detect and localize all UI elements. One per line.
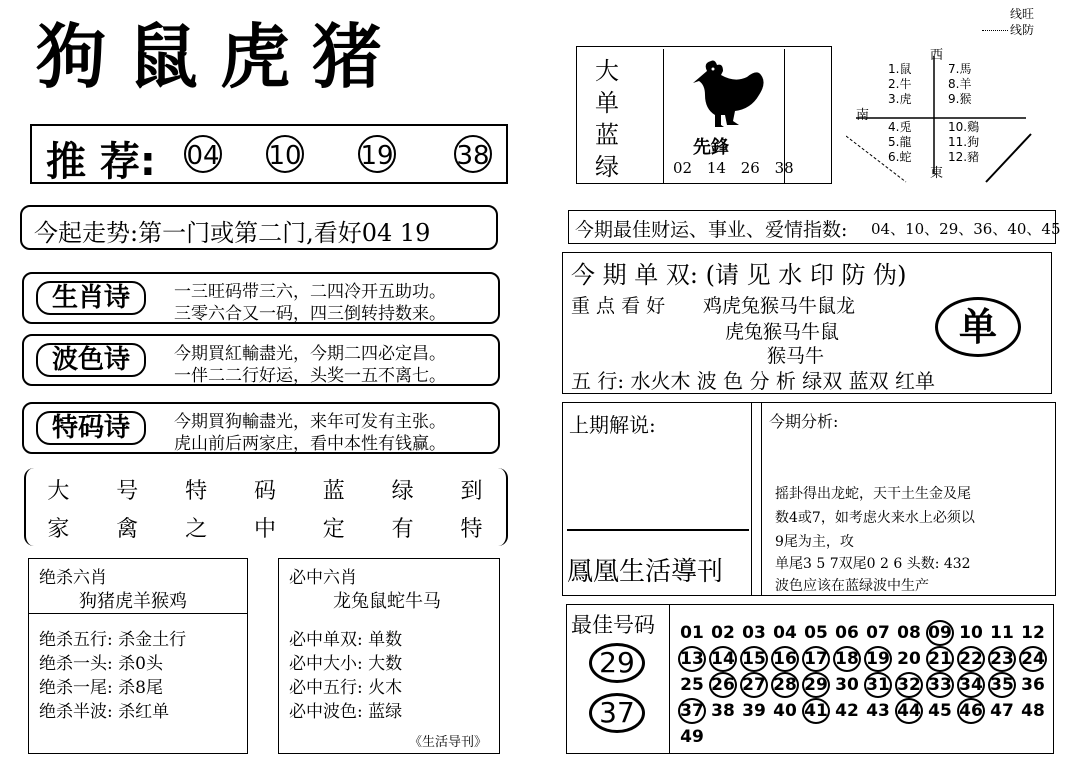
analysis-line: 单尾3 5 7双尾0 2 6 头数: 432	[775, 556, 971, 572]
compass-west: 西	[930, 48, 944, 63]
grid-number: 28	[771, 672, 799, 698]
kill-six-value: 狗猪虎羊猴鸡	[79, 591, 187, 612]
must-item: 必中单双: 单数	[289, 630, 403, 650]
single-double-box	[562, 252, 1052, 394]
zodiac-item: 3.虎	[888, 92, 912, 106]
grid-number: 27	[740, 672, 768, 698]
zodiac-item: 11.狗	[948, 135, 980, 149]
divider	[751, 403, 752, 595]
grid-number: 44	[895, 698, 923, 724]
divider	[669, 605, 670, 753]
sd-focus-label: 重 点 看 好	[571, 295, 666, 317]
banner-char: 蓝	[322, 479, 345, 504]
compass-left-top	[888, 62, 911, 107]
rooster-number: 02	[673, 159, 693, 177]
grid-number: 46	[957, 698, 985, 724]
grid-number: 49	[680, 727, 704, 747]
grid-number: 25	[680, 675, 704, 695]
legend-line	[982, 30, 1008, 31]
analysis-box	[562, 402, 1056, 596]
best-pick: 37	[589, 693, 645, 733]
legend-item: 线旺	[1010, 7, 1035, 21]
poem-label: 生肖诗	[36, 281, 146, 315]
grid-number: 33	[926, 672, 954, 698]
divider	[567, 529, 749, 531]
must-six-title: 必中六肖	[289, 568, 357, 588]
grid-number: 14	[709, 646, 737, 672]
recommend-number: 19	[358, 135, 396, 173]
grid-number: 23	[988, 646, 1016, 672]
kill-six-title: 绝杀六肖	[39, 568, 107, 588]
side-char: 单	[595, 89, 619, 117]
trend-text: 今起走势:第一门或第二门,看好04 19	[34, 219, 431, 247]
grid-number: 07	[866, 623, 890, 643]
zodiac-item: 9.猴	[948, 92, 972, 106]
poem-line: 虎山前后两家庄，看中本性有钱赢。	[174, 434, 446, 454]
grid-number: 43	[866, 701, 890, 721]
legend-item: 线防	[1010, 23, 1035, 37]
banner-char: 号	[116, 479, 139, 504]
recommend-box	[30, 124, 508, 184]
grid-number: 48	[1021, 701, 1045, 721]
banner-char: 大	[47, 479, 70, 504]
grid-number: 21	[926, 646, 954, 672]
side-char: 绿	[595, 153, 619, 181]
grid-number: 12	[1021, 623, 1045, 643]
compass-right-top	[948, 62, 971, 107]
zodiac-item: 4.兎	[888, 120, 912, 134]
grid-number: 01	[680, 623, 704, 643]
grid-number: 19	[864, 646, 892, 672]
grid-number: 39	[742, 701, 766, 721]
poem-line: 三零六合又一码，四三倒转持数来。	[174, 304, 446, 324]
grid-number: 45	[928, 701, 952, 721]
sd-line: 鸡虎兔猴马牛鼠龙	[703, 295, 856, 317]
poem-line: 今期買紅輸盡光，今期二四必定昌。	[174, 344, 446, 364]
zodiac-item: 12.豬	[948, 150, 980, 164]
zodiac-item: 7.馬	[948, 62, 972, 76]
poem-label: 特码诗	[36, 411, 146, 445]
poem-line: 今期買狗輸盡光，来年可发有主张。	[174, 412, 446, 432]
banner-char: 有	[391, 517, 414, 542]
must-item: 必中大小: 大数	[289, 654, 403, 674]
analysis-line: 波色应该在蓝绿波中生产	[775, 578, 929, 594]
best-pick: 29	[589, 643, 645, 683]
rooster-number: 26	[740, 159, 760, 177]
zodiac-item: 10.鷄	[948, 120, 980, 134]
grid-number: 13	[678, 646, 706, 672]
divider	[29, 613, 247, 614]
recommend-number: 10	[266, 135, 304, 173]
must-item: 必中波色: 蓝绿	[289, 702, 403, 722]
grid-number: 47	[990, 701, 1014, 721]
grid-number: 26	[709, 672, 737, 698]
zodiac-item: 6.蛇	[888, 150, 912, 164]
grid-number: 29	[802, 672, 830, 698]
zodiac-item: 1.鼠	[888, 62, 912, 76]
banner-char: 特	[185, 479, 208, 504]
banner-char: 禽	[116, 517, 139, 542]
last-label: 上期解说:	[569, 413, 656, 437]
sd-badge: 单	[935, 297, 1021, 357]
banner-char: 之	[185, 517, 208, 542]
side-char: 大	[595, 57, 619, 85]
grid-number: 24	[1019, 646, 1047, 672]
rooster-numbers	[673, 159, 794, 177]
grid-number: 31	[864, 672, 892, 698]
banner-row-2	[24, 512, 506, 543]
rooster-side-text	[595, 55, 619, 183]
zodiac-item: 5.龍	[888, 135, 912, 149]
kill-item: 绝杀半波: 杀红单	[39, 702, 170, 722]
grid-number: 05	[804, 623, 828, 643]
banner-char: 绿	[391, 479, 414, 504]
grid-number: 03	[742, 623, 766, 643]
rooster-number: 38	[774, 159, 794, 177]
index-values: 04、10、29、36、40、45	[871, 220, 1061, 238]
grid-number: 41	[802, 698, 830, 724]
divider	[761, 403, 762, 595]
rooster-box	[576, 46, 832, 184]
sd-line: 虎兔猴马牛鼠	[725, 321, 840, 343]
kill-panel	[28, 558, 248, 754]
must-six-value: 龙兔鼠蛇牛马	[333, 591, 441, 612]
rooster-number: 14	[706, 159, 726, 177]
compass-south: 南	[856, 108, 870, 123]
index-box	[568, 210, 1061, 244]
special-poem	[22, 402, 500, 454]
compass-right-bottom	[948, 120, 979, 165]
banner-char: 中	[253, 517, 276, 542]
this-label: 今期分析:	[769, 412, 839, 431]
grid-number: 34	[957, 672, 985, 698]
must-panel	[278, 558, 500, 754]
color-poem	[22, 334, 500, 386]
banner-char: 特	[460, 517, 483, 542]
rooster-caption: 先鋒	[693, 137, 729, 158]
grid-number: 38	[711, 701, 735, 721]
kill-item: 绝杀一头: 杀0头	[39, 654, 163, 674]
brand: 鳳凰生活導刊	[567, 557, 724, 587]
compass-lines	[846, 56, 1046, 186]
must-footer: 《生活导刊》	[409, 735, 488, 750]
zodiac-item: 2.牛	[888, 77, 912, 91]
banner-char: 到	[460, 479, 483, 504]
grid-number: 35	[988, 672, 1016, 698]
must-item: 必中五行: 火木	[289, 678, 403, 698]
analysis-line: 9尾为主，攻	[775, 534, 854, 550]
grid-number: 06	[835, 623, 859, 643]
compass-legend	[1010, 6, 1034, 38]
best-label: 最佳号码	[571, 613, 655, 637]
grid-number: 16	[771, 646, 799, 672]
banner-char: 码	[253, 479, 276, 504]
index-label: 今期最佳财运、事业、爱情指数:	[575, 219, 848, 241]
banner-char: 定	[322, 517, 345, 542]
grid-number: 02	[711, 623, 735, 643]
grid-number: 09	[926, 620, 954, 646]
kill-item: 绝杀五行: 杀金土行	[39, 630, 187, 650]
recommend-number: 38	[454, 135, 492, 173]
banner-char: 家	[47, 517, 70, 542]
kill-item: 绝杀一尾: 杀8尾	[39, 678, 163, 698]
banner-row-1	[24, 474, 506, 505]
zodiac-item: 8.羊	[948, 77, 972, 91]
grid-number: 04	[773, 623, 797, 643]
grid-number: 20	[897, 649, 921, 669]
rooster-icon	[687, 57, 777, 127]
grid-number: 10	[959, 623, 983, 643]
grid-number: 36	[1021, 675, 1045, 695]
grid-number: 30	[835, 675, 859, 695]
compass-left-bottom	[888, 120, 911, 165]
trend-box	[20, 205, 498, 250]
grid-number: 37	[678, 698, 706, 724]
grid-number: 08	[897, 623, 921, 643]
grid-number: 11	[990, 623, 1014, 643]
poem-label: 波色诗	[36, 343, 146, 377]
page-title: 狗鼠虎猪	[36, 16, 404, 98]
grid-number: 40	[773, 701, 797, 721]
grid-number: 15	[740, 646, 768, 672]
sd-title: 今 期 单 双: (请 见 水 印 防 伪)	[571, 261, 907, 289]
zodiac-poem	[22, 272, 500, 324]
grid-number: 22	[957, 646, 985, 672]
poem-line: 一三旺码带三六，二四冷开五助功。	[174, 282, 446, 302]
grid-number: 17	[802, 646, 830, 672]
grid-number: 42	[835, 701, 859, 721]
sd-wuxing: 五 行: 水火木 波 色 分 析 绿双 蓝双 红单	[571, 369, 935, 393]
compass-east: 東	[930, 166, 944, 181]
analysis-line: 数4或7，如考虑火来水上必须以	[775, 510, 975, 526]
sd-line: 猴马牛	[767, 345, 825, 367]
grid-number: 18	[833, 646, 861, 672]
recommend-label: 推 荐:	[46, 139, 156, 185]
grid-number: 32	[895, 672, 923, 698]
analysis-line: 摇卦得出龙蛇，天干土生金及尾	[775, 486, 971, 502]
side-char: 蓝	[595, 121, 619, 149]
poem-line: 一伴二二行好运，头奖一五不离七。	[174, 366, 446, 386]
recommend-number: 04	[184, 135, 222, 173]
